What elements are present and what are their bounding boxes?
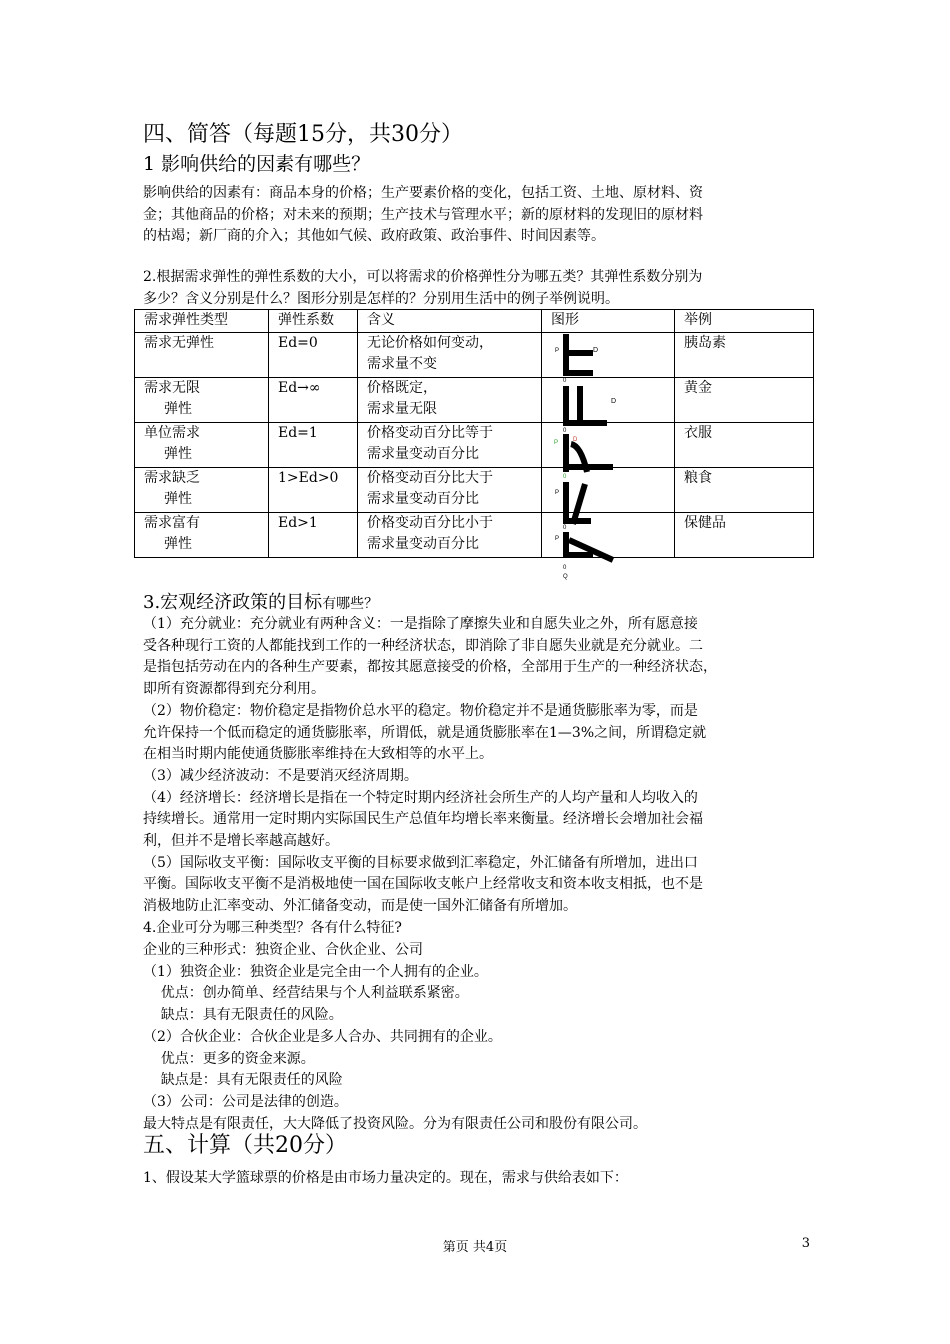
answer-line: （2）物价稳定：物价稳定是指物价总水平的稳定。物价稳定并不是通货膨胀率为零，而是 (143, 702, 698, 719)
table-row (135, 378, 814, 423)
answer-line: （4）经济增长：经济增长是指在一个特定时期内经济社会所生产的人均产量和人均收入的 (143, 789, 698, 806)
graph-unit (554, 428, 613, 472)
cell-coef: Ed=1 (269, 423, 358, 468)
header-example: 举例 (675, 310, 814, 333)
cell-type: 需求无弹性 (135, 333, 269, 378)
table-row (135, 423, 814, 468)
answer-line: 即所有资源都得到充分利用。 (143, 681, 325, 698)
cell-coef: Ed→∞ (269, 378, 358, 423)
answer-line: 允许保持一个低而稳定的通货膨胀率，所谓低，就是通货膨胀率在1—3%之间，所谓稳定就 (143, 724, 707, 741)
answer-line: 在相当时期内能使通货膨胀率维持在大致相等的水平上。 (143, 746, 493, 763)
cell-meaning: 价格既定， 需求量无限 (358, 378, 542, 423)
answer-line: 优点：创办简单、经营结果与个人利益联系紧密。 (143, 985, 469, 1002)
question-3-title: 3.宏观经济政策的目标有哪些？ (143, 592, 379, 613)
graph-label-p: P (554, 440, 559, 446)
cell-type: 需求无限 弹性 (135, 378, 269, 423)
answer-line: 是指包括劳动在内的各种生产要素，都按其愿意接受的价格，全部用于生产的一种经济状态， (143, 659, 717, 676)
cell-example: 胰岛素 (675, 333, 814, 378)
section-heading: 四、简答（每题15分，共30分） (143, 122, 463, 147)
cell-type: 需求富有 弹性 (135, 513, 269, 558)
answer-line: （3）公司：公司是法律的创造。 (143, 1093, 348, 1110)
graph-label-p: P (555, 348, 560, 354)
cell-meaning: 无论价格如何变动， 需求量不变 (358, 333, 542, 378)
cell-meaning: 价格变动百分比小于 需求量变动百分比 (358, 513, 542, 558)
cell-example: 衣服 (675, 423, 814, 468)
table-row (135, 468, 814, 513)
graph-label-p: P (555, 536, 560, 542)
question-4-title: 4.企业可分为哪三种类型？各有什么特征? (143, 920, 402, 936)
graph-low (555, 474, 591, 524)
table-row (135, 333, 814, 378)
page-footer: 第页 共4页 (442, 1240, 508, 1255)
answer-line: 最大特点是有限责任，大大降低了投资风险。分为有限责任公司和股份有限公司。 (143, 1115, 647, 1132)
graph-inelastic (555, 334, 598, 376)
graph-label-o: 0 (563, 474, 567, 480)
answer-line: 缺点是：具有无限责任的风险 (143, 1072, 343, 1089)
graph-label-p: P (555, 490, 560, 496)
answer-line: （3）减少经济波动：不是要消灭经济周期。 (143, 767, 418, 784)
header-coef: 弹性系数 (269, 310, 358, 333)
question-4-answer (143, 940, 807, 1135)
question-3-answer (143, 614, 807, 918)
answer-line: 平衡。国际收支平衡不是消极地使一国在国际收支帐户上经常收支和资本收支相抵，也不是 (143, 876, 703, 893)
graph-label-d: D (593, 347, 599, 354)
answer-line: 利，但并不是增长率越高越好。 (143, 833, 339, 850)
answer-line: 受各种现行工资的人都能找到工作的一种经济状态，即消除了非自愿失业就是充分就业。二 (143, 637, 703, 654)
answer-line: （1）充分就业：充分就业有两种含义：一是指除了摩擦失业和自愿失业之外，所有愿意接 (143, 616, 698, 632)
question-1-title: 1 影响供给的因素有哪些？ (143, 153, 371, 175)
elasticity-graphs (554, 334, 617, 580)
answer-line: 企业的三种形式：独资企业、合伙企业、公司 (143, 942, 423, 958)
question-2-text (143, 267, 807, 310)
cell-example: 黄金 (675, 378, 814, 423)
graph-label-o: 0 (563, 428, 567, 434)
question-line: 2.根据需求弹性的弹性系数的大小，可以将需求的价格弹性分为哪五类？其弹性系数分别为 (143, 269, 703, 285)
cell-meaning: 价格变动百分比等于 需求量变动百分比 (358, 423, 542, 468)
graph-label-o: 0 (563, 525, 567, 531)
header-type: 需求弹性类型 (135, 310, 269, 333)
answer-line: 优点：更多的资金来源。 (143, 1050, 315, 1067)
header-graph: 图形 (542, 310, 675, 333)
answer-line: 金；其他商品的价格；对未来的预期；生产技术与管理水平；新的原材料的发现旧的原材料 (143, 206, 703, 223)
section-heading: 五、计算（共20分） (143, 1133, 347, 1158)
graph-label-d: D (573, 437, 578, 443)
answer-line: 的枯竭；新厂商的介入；其他如气候、政府政策、政治事件、时间因素等。 (143, 228, 605, 245)
elasticity-table (134, 309, 814, 558)
table-row (135, 513, 814, 558)
cell-coef: Ed=0 (269, 333, 358, 378)
graph-label-o: 0 (563, 378, 567, 384)
cell-type: 单位需求 弹性 (135, 423, 269, 468)
graph-high (555, 525, 613, 580)
answer-line: 消极地防止汇率变动、外汇储备变动，而是使一国外汇储备有所增加。 (143, 898, 577, 915)
cell-example: 粮食 (675, 468, 814, 513)
question-1-answer (143, 183, 807, 248)
cell-meaning: 价格变动百分比大于 需求量变动百分比 (358, 468, 542, 513)
answer-line: （2）合伙企业：合伙企业是多人合办、共同拥有的企业。 (143, 1028, 502, 1045)
cell-coef: 1>Ed>0 (269, 468, 358, 513)
cell-coef: Ed>1 (269, 513, 358, 558)
graph-elastic (563, 378, 616, 426)
calc-question-1: 1、假设某大学篮球票的价格是由市场力量决定的。现在，需求与供给表如下： (143, 1170, 628, 1186)
graph-label-q: Q (563, 574, 568, 580)
graph-label-d: D (611, 398, 617, 405)
answer-line: 持续增长。通常用一定时期内实际国民生产总值年均增长率来衡量。经济增长会增加社会福 (143, 811, 703, 828)
graph-label-o: 0 (563, 565, 567, 571)
answer-line: （1）独资企业：独资企业是完全由一个人拥有的企业。 (143, 963, 488, 980)
cell-example: 保健品 (675, 513, 814, 558)
answer-line: （5）国际收支平衡：国际收支平衡的目标要求做到汇率稳定，外汇储备有所增加，进出口 (143, 854, 698, 871)
page-number: 3 (801, 1236, 810, 1251)
answer-line: 影响供给的因素有：商品本身的价格；生产要素价格的变化，包括工资、土地、原材料、资 (143, 185, 703, 201)
answer-line: 缺点：具有无限责任的风险。 (143, 1007, 343, 1024)
header-meaning: 含义 (358, 310, 542, 333)
table-header-row (135, 310, 814, 333)
question-line: 多少？含义分别是什么？图形分别是怎样的？分别用生活中的例子举例说明。 (143, 290, 619, 307)
cell-type: 需求缺乏 弹性 (135, 468, 269, 513)
